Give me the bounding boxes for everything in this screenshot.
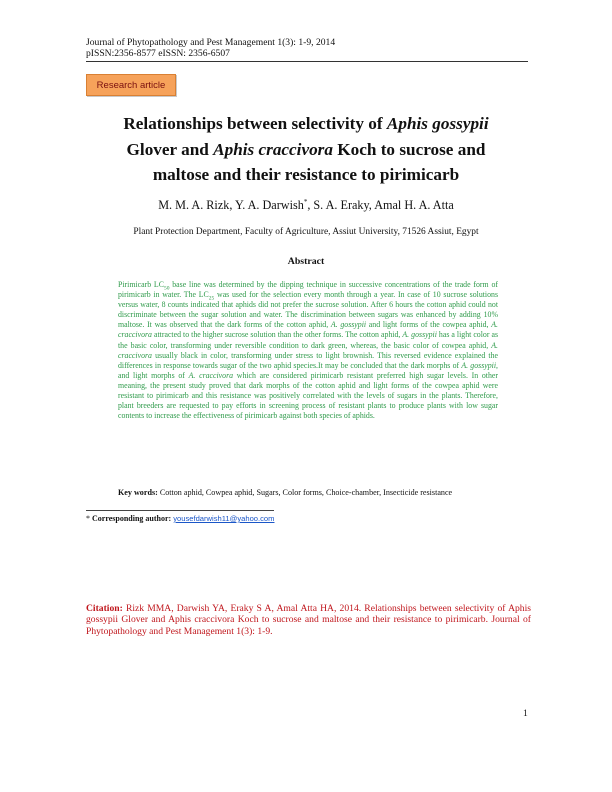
authors-part-1: M. M. A. Rizk, Y. A. Darwish [158, 198, 304, 212]
species-name: Aphis gossypii [386, 114, 489, 133]
abstract-heading: Abstract [287, 256, 325, 267]
issn-line: pISSN:2356-8577 eISSN: 2356-6507 [86, 48, 230, 59]
citation-text: Rizk MMA, Darwish YA, Eraky S A, Amal Atta HA, 2014. Relationships between selectivity of Aphis gossypii Glover and Aphis craccivora Koch to sucrose and maltose and their resistance to pirimicarb. Journal of Phytopathology and Pest Management 1(3): 1-9. [86, 603, 531, 637]
email-link[interactable]: yousefdarwish11@yahoo.com [173, 514, 275, 523]
header-rule [86, 61, 528, 62]
species-name: Aphis craccivora [213, 140, 333, 159]
species-name: A. gossypii [461, 360, 497, 370]
species-name: A. gossypii [330, 320, 367, 330]
abstract-text: , and light morphs of [118, 360, 498, 380]
title-text: Glover and [126, 140, 214, 159]
footnote-rule [86, 510, 274, 511]
abstract-text: has a light color as the basic color, transforming under reversible condition to dark green, whereas, the basic color of cowpea aphid, [118, 330, 498, 350]
keywords-text: Cotton aphid, Cowpea aphid, Sugars, Color forms, Choice-chamber, Insecticide resistance [157, 488, 453, 497]
corresponding-author-footnote [86, 514, 274, 524]
title-line-3: maltose and their resistance to pirimicarb [152, 165, 460, 184]
journal-reference: Journal of Phytopathology and Pest Management 1(3): 1-9, 2014 [86, 37, 336, 48]
author-list [60, 198, 552, 212]
article-type-badge: Research article [86, 74, 176, 96]
keywords [118, 488, 518, 498]
abstract-body [118, 280, 498, 421]
species-name: A. craccivora [188, 370, 234, 380]
species-name: A. craccivora [118, 320, 498, 340]
keywords-label: Key words: [118, 488, 158, 497]
citation [86, 603, 531, 637]
footnote-label: Corresponding author: [92, 514, 172, 523]
authors-part-2: , S. A. Eraky, Amal H. A. Atta [307, 198, 454, 212]
title-line-2 [60, 140, 552, 160]
page-number: 1 [523, 708, 528, 719]
affiliation: Plant Protection Department, Faculty of Agriculture, Assiut University, 71526 Assiut, Egypt [133, 227, 479, 237]
species-name: A. gossypii [402, 330, 437, 340]
footnote-marker: * [86, 514, 92, 523]
abstract-text: attracted to the higher sucrose solution than the other forms. The cotton aphid, [151, 330, 403, 340]
subscript: 50 [163, 285, 170, 292]
abstract-text: base line was determined by the dipping technique in successive concentrations of the trade form of pirimicarb in water. The LC [118, 280, 498, 300]
citation-label: Citation: [86, 603, 123, 614]
title-text: Relationships between selectivity of [123, 114, 387, 133]
abstract-text: usually black in color, transforming under stress to light brownish. This reversed evidence explained the differences in response towards sugar of the two aphid species.It may be concluded that the dark morphs of [118, 350, 498, 370]
abstract-text: Pirimicarb LC [118, 280, 164, 289]
corresponding-marker: * [303, 197, 308, 206]
abstract-text: and light forms of the cowpea aphid, [366, 320, 492, 330]
subscript: 25 [208, 295, 215, 302]
title-line-1 [60, 114, 552, 134]
species-name: A. craccivora [118, 340, 498, 360]
abstract-text: which are considered pirimicarb resistant preferred high sugar levels. In other meaning, the present study proved that dark morphs of the cotton aphid and light forms of the cowpea aphid were resistant to pirimicarb and this resistance was positively correlated with the levels of sugars in the plants. Therefore, plant breeders are requested to pay efforts in screening process of resistant plants to produce plants with low sugar contents to increase the effectiveness of pirimicarb against both species of aphids. [118, 370, 498, 421]
abstract-text: was used for the selection every month through a year. In case of 10 sucrose solutions versus water, 8 counts indicated that aphids did not prefer the sucrose solution. After 6 hours the cotton aphid could not discriminate between the sugar solution and water. The discrimination between sugars was enhanced by adding 10% maltose. It was observed that the dark forms of the cotton aphid, [118, 290, 498, 330]
title-text: Koch to sucrose and [332, 140, 486, 159]
